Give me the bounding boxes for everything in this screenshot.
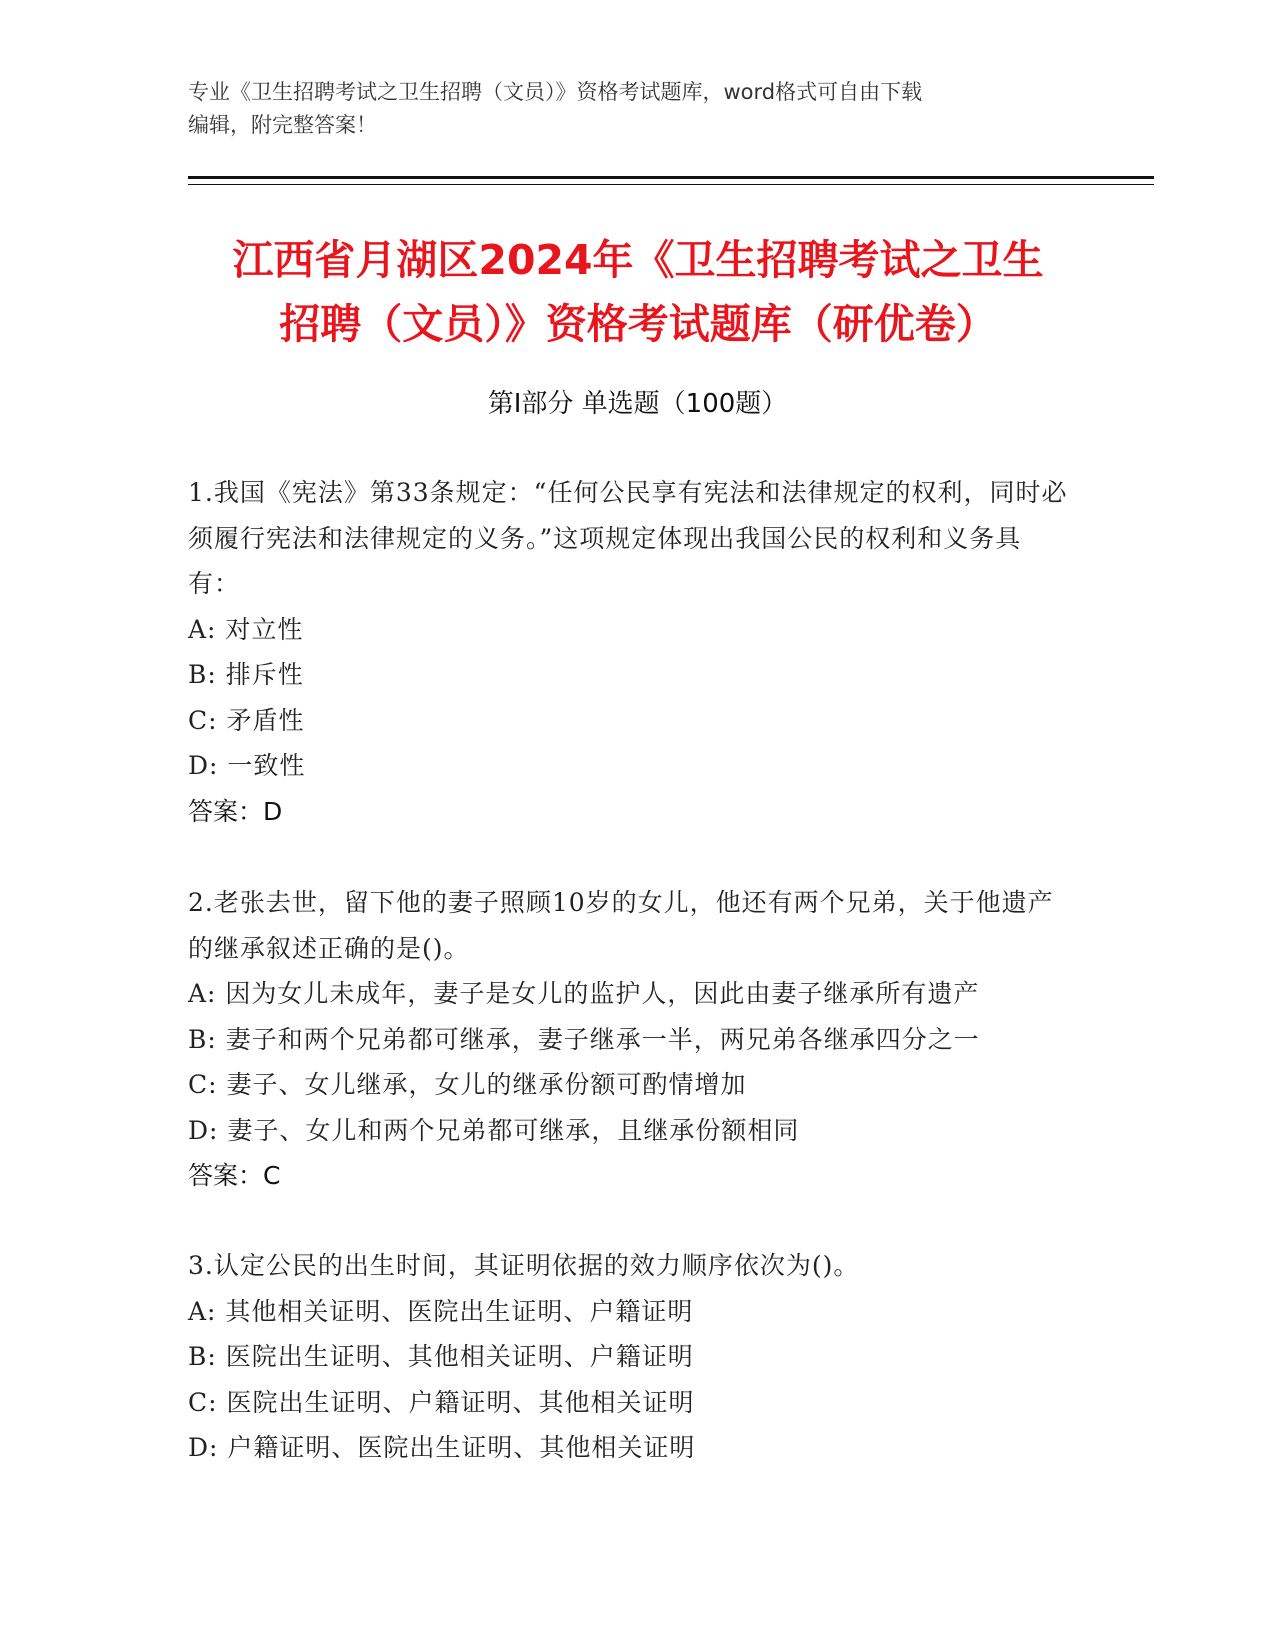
question-option: B: 妻子和两个兄弟都可继承，妻子继承一半，两兄弟各继承四分之一 (188, 1024, 980, 1054)
question-option: D: 妻子、女儿和两个兄弟都可继承，且继承份额相同 (188, 1115, 800, 1145)
question-option: C: 医院出生证明、户籍证明、其他相关证明 (188, 1387, 695, 1417)
header-divider-thick (188, 176, 1154, 179)
header-note-line2: 编辑，附完整答案！ (188, 113, 377, 137)
section-title: 第Ⅰ部分 单选题（100题） (487, 389, 788, 419)
question-option: B: 医院出生证明、其他相关证明、户籍证明 (188, 1342, 694, 1371)
question-option: C: 妻子、女儿继承，女儿的继承份额可酌情增加 (188, 1070, 747, 1099)
question-item (188, 470, 1068, 834)
question-item (188, 880, 1068, 1199)
question-stem: 1.我国《宪法》第33条规定：“任何公民享有宪法和法律规定的权利，同时必须履行宪法和法律规定的义务。”这项规定体现出我国公民的权利和义务具有： (188, 478, 1068, 598)
question-option: D: 户籍证明、医院出生证明、其他相关证明 (188, 1433, 696, 1462)
document-title-line1: 江西省月湖区2024年《卫生招聘考试之卫生 (232, 236, 1044, 284)
question-answer: 答案：C (188, 1161, 281, 1190)
question-option: A: 其他相关证明、医院出生证明、户籍证明 (188, 1296, 694, 1326)
document-title (188, 228, 1088, 356)
question-option: D: 一致性 (188, 751, 306, 780)
question-option: B: 排斥性 (188, 660, 304, 689)
header-note-line1: 专业《卫生招聘考试之卫生招聘（文员）》资格考试题库，word格式可自由下载 (188, 80, 923, 104)
question-option: A: 对立性 (188, 614, 304, 644)
question-option: A: 因为女儿未成年，妻子是女儿的监护人，因此由妻子继承所有遗产 (188, 979, 980, 1008)
header-divider-thin (188, 184, 1154, 185)
question-option: C: 矛盾性 (188, 705, 305, 735)
document-title-line2: 招聘（文员）》资格考试题库（研优卷） (279, 300, 997, 348)
question-item (188, 1243, 1068, 1471)
question-answer: 答案：D (188, 796, 283, 826)
question-stem: 2.老张去世，留下他的妻子照顾10岁的女儿，他还有两个兄弟，关于他遗产的继承叙述正确的是()。 (188, 888, 1054, 963)
header-note (188, 76, 1088, 142)
question-stem: 3.认定公民的出生时间，其证明依据的效力顺序依次为()。 (188, 1251, 860, 1280)
